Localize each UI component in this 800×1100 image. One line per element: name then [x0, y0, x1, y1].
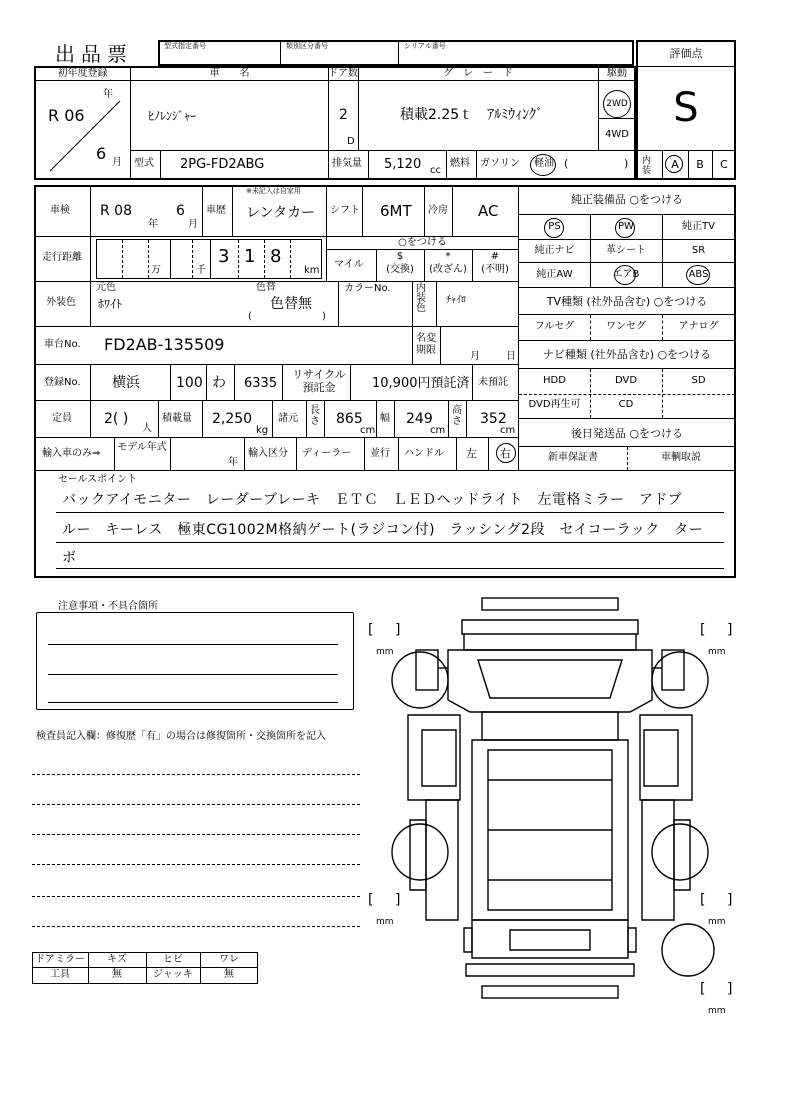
right-door	[640, 715, 692, 800]
rear-bumper-bottom	[482, 986, 618, 998]
name-change-label: 名変期限	[416, 333, 436, 356]
length-cm: cm	[360, 425, 376, 436]
ship-manual: 車輌取説	[661, 452, 701, 463]
door-count: 2	[339, 107, 348, 123]
original-color: ﾎﾜｲﾄ	[98, 297, 123, 311]
recycle-pending: 未預託	[478, 377, 508, 388]
rear-bumper	[466, 964, 634, 976]
tv-fullseg: フルセグ	[534, 321, 575, 332]
front-right-wheel	[652, 652, 708, 708]
model-spec-label: 型式指定番号	[164, 42, 206, 50]
length-label: 長さ	[310, 405, 320, 427]
bracket-rr-close: ]	[727, 892, 733, 908]
navi-sd: SD	[691, 375, 706, 386]
repaint-paren-open: (	[248, 311, 252, 322]
tamper: (改ざん)	[429, 264, 467, 275]
chassis-number: FD2AB-135509	[104, 335, 225, 354]
bracket-fl-close: ]	[395, 622, 401, 638]
left-door	[408, 715, 460, 800]
sales-label: セールスポイント	[58, 474, 138, 485]
height: 352	[480, 411, 507, 427]
sheet-title: 出品票	[55, 42, 133, 66]
sales-line-1: バックアイモニター レーダーブレーキ ＥＴＣ ＬＥＤヘッドライト 左電格ミラー アドブ	[62, 492, 683, 508]
car-damage-diagram	[360, 590, 740, 1030]
mileage-sen: 千	[196, 265, 206, 276]
bracket-sp-close: ]	[727, 981, 733, 997]
rear-left-wheel	[392, 824, 448, 880]
grade-label: グ レ ー ド	[443, 68, 513, 79]
cab	[448, 650, 652, 712]
width-label: 幅	[380, 413, 390, 424]
navi-title: ナビ種類 (社外品含む) ○をつける	[542, 348, 712, 361]
equipment-title: 純正装備品 ○をつける	[570, 193, 684, 206]
plate-number: 6335	[244, 376, 278, 391]
first-reg-month: 6	[96, 144, 107, 163]
equip-tv: 純正TV	[682, 221, 715, 232]
bracket-fl-open: [	[368, 622, 374, 638]
color-no-label: カラーNo.	[344, 283, 391, 294]
mm-fl: mm	[376, 647, 394, 657]
bracket-rr-open: [	[700, 892, 706, 908]
mileage-digit-3: 8	[270, 246, 282, 267]
capacity-label: 定員	[52, 413, 72, 424]
interior-color: ﾁｬｲﾛ	[446, 295, 466, 306]
import-label: 輸入車のみ⇒	[42, 448, 101, 459]
mileage-label: 走行距離	[42, 252, 82, 263]
rear-panel	[472, 920, 628, 958]
inspection-era: R 08	[100, 203, 132, 219]
repaint: 色替無	[270, 296, 312, 312]
legend-jack: ジャッキ	[153, 969, 193, 980]
navi-cd: CD	[618, 399, 634, 410]
fuel-label: 燃料	[450, 158, 470, 169]
displacement: 5,120	[384, 157, 422, 172]
interior-label: 内装	[642, 156, 652, 176]
ac: AC	[478, 202, 499, 220]
sales-line-2: ルー キーレス 極東CG1002M格納ゲート(ラジコン付) ラッシング2段 セイコーラック ター	[62, 522, 704, 538]
spare-tire	[662, 924, 714, 976]
equip-airbag: エアB	[612, 269, 640, 280]
inspection-label: 車検	[50, 205, 70, 216]
car-name: ﾋﾉﾚﾝｼﾞｬｰ	[148, 109, 197, 123]
repaint-paren-close: )	[322, 311, 326, 322]
exterior-label: 外装色	[46, 297, 76, 308]
caution-box	[36, 612, 354, 710]
drive-label: 駆動	[607, 68, 627, 79]
import-type-label: 輸入区分	[248, 448, 288, 459]
exchange: (交換)	[386, 264, 414, 275]
kg-unit: kg	[256, 425, 269, 436]
mileage-digit-2: 1	[244, 246, 256, 267]
recycle-label: リサイクル預託金	[292, 368, 346, 394]
navi-hdd: HDD	[543, 375, 566, 386]
model-year-label: モデル年式	[117, 442, 167, 453]
legend-door-mirror: ドアミラー	[35, 954, 85, 965]
mileage-man: 万	[151, 265, 161, 276]
name-change-month: 月	[470, 351, 480, 362]
door-suffix: D	[347, 136, 355, 147]
equip-ps: PS	[548, 221, 561, 232]
windshield	[478, 660, 622, 698]
legend-break: ワレ	[219, 954, 239, 965]
recycle-amount: 10,900円預託済	[372, 376, 470, 391]
inspector-label: 検査員記入欄：修復歴「有」の場合は修復箇所・交換箇所を記入	[36, 731, 326, 742]
bracket-rl-open: [	[368, 892, 374, 908]
plate-class: 100	[176, 375, 203, 391]
plate-label: 登録No.	[44, 377, 81, 388]
interior-b: B	[696, 158, 704, 171]
history-label: 車歴	[206, 205, 226, 216]
first-reg-era: R 06	[48, 106, 85, 125]
handle-label: ハンドル	[404, 448, 444, 459]
chassis-label: 車台No.	[44, 339, 81, 350]
legend-scratch: キズ	[107, 954, 127, 965]
mile: マイル	[334, 259, 364, 270]
equip-abs: ABS	[688, 269, 709, 280]
tv-oneseg: ワンセグ	[606, 321, 646, 332]
fuel-paren-close: )	[624, 157, 629, 170]
equip-pw: PW	[618, 221, 634, 232]
legend-tool: 工具	[50, 969, 70, 980]
tamper-sym: *	[445, 251, 451, 262]
equip-sr: SR	[691, 245, 706, 256]
mm-rl: mm	[376, 917, 394, 927]
unknown-sym: #	[490, 251, 500, 262]
first-reg-month-unit: 月	[112, 157, 122, 168]
fuel-paren-open: (	[564, 157, 569, 170]
front-bumper-top	[482, 598, 618, 610]
load-label: 積載量	[162, 413, 192, 424]
shift: 6MT	[380, 202, 412, 220]
mm-rr: mm	[708, 917, 726, 927]
legend-tool-value: 無	[112, 969, 122, 980]
mileage-mark-note: ○をつける	[398, 237, 447, 248]
equip-aw: 純正AW	[536, 269, 573, 280]
first-reg-year-unit: 年	[103, 89, 113, 100]
plate-area: 横浜	[112, 375, 140, 391]
front-left-wheel	[392, 652, 448, 708]
door-label: ドア数	[328, 68, 358, 79]
height-cm: cm	[500, 425, 516, 436]
import-parallel: 並行	[370, 448, 390, 459]
spec-number-row	[158, 40, 634, 66]
exchange-sym: $	[396, 251, 404, 262]
model-label: 型式	[134, 158, 154, 169]
bracket-sp-open: [	[700, 981, 706, 997]
car-name-label: 車 名	[209, 68, 250, 79]
ship-warranty: 新車保証書	[548, 452, 598, 463]
tv-analog: アナログ	[678, 321, 719, 332]
original-color-label: 元色	[96, 282, 116, 293]
name-change-day: 日	[506, 351, 516, 362]
fuel-diesel: 軽油	[534, 158, 554, 169]
km-unit: km	[304, 265, 320, 276]
inspection-year-unit: 年	[148, 219, 158, 230]
equip-navi: 純正ナビ	[534, 245, 575, 256]
first-reg-label: 初年度登録	[57, 68, 108, 79]
mm-spare: mm	[708, 1006, 726, 1016]
interior-a: A	[671, 158, 679, 171]
model-year-unit: 年	[228, 457, 238, 468]
interior-color-label: 内装色	[416, 283, 426, 314]
width: 249	[406, 411, 433, 427]
load: 2,250	[212, 411, 253, 427]
unknown: (不明)	[481, 264, 509, 275]
ac-label: 冷房	[428, 205, 448, 216]
sales-line-3: ボ	[62, 550, 76, 566]
caution-label: 注意事項・不具合箇所	[58, 601, 158, 612]
cab-roof	[482, 712, 618, 740]
repaint-label: 色替	[256, 282, 276, 293]
displacement-label: 排気量	[332, 158, 362, 169]
mileage-digits-box	[96, 239, 322, 279]
height-label: 高さ	[452, 405, 462, 427]
navi-dvd: DVD	[614, 375, 638, 386]
shift-label: シフト	[330, 205, 360, 216]
tv-title: TV種類 (社外品含む) ○をつける	[546, 295, 708, 308]
navi-dvd-play: DVD再生可	[528, 399, 581, 410]
score-label: 評価点	[669, 47, 703, 60]
capacity-unit: 人	[142, 423, 152, 434]
fuel-gasoline: ガソリン	[480, 158, 520, 169]
handle-left: 左	[466, 447, 477, 460]
bracket-fr-open: [	[700, 622, 706, 638]
legend-crack: ヒビ	[163, 954, 183, 965]
length: 865	[336, 411, 363, 427]
mileage-digit-1: 3	[218, 246, 230, 267]
inspection-month: 6	[176, 203, 185, 219]
drive-2wd: 2WD	[606, 99, 628, 109]
history-note: ※未記入は自家用	[246, 187, 301, 195]
handle-right: 右	[500, 447, 511, 460]
left-side-rail	[426, 800, 458, 920]
import-dealer: ディーラー	[302, 448, 352, 459]
legend-jack-value: 無	[224, 969, 234, 980]
front-bumper	[462, 620, 638, 634]
capacity: 2( )	[104, 411, 129, 427]
inspection-month-unit: 月	[188, 219, 198, 230]
dims-label: 諸元	[278, 413, 298, 424]
score-value: S	[673, 85, 699, 131]
drive-4wd: 4WD	[605, 129, 629, 140]
bracket-rl-close: ]	[395, 892, 401, 908]
rear-right-wheel	[652, 824, 708, 880]
model: 2PG-FD2ABG	[180, 157, 265, 172]
bracket-fr-close: ]	[727, 622, 733, 638]
interior-c: C	[720, 158, 728, 171]
grade: 積載2.25ｔ ｱﾙﾐｳｨﾝｸﾞ	[400, 107, 544, 123]
mm-fr: mm	[708, 647, 726, 657]
equip-leather: 革シート	[606, 245, 646, 256]
cc-unit: cc	[430, 165, 441, 176]
category-label: 類別区分番号	[286, 42, 328, 50]
serial-label: シリアル番号	[404, 42, 446, 50]
ship-title: 後日発送品 ○をつける	[570, 427, 684, 440]
plate-kana: わ	[212, 375, 226, 391]
right-side-rail	[642, 800, 674, 920]
width-cm: cm	[430, 425, 446, 436]
car-history: レンタカー	[246, 205, 316, 221]
